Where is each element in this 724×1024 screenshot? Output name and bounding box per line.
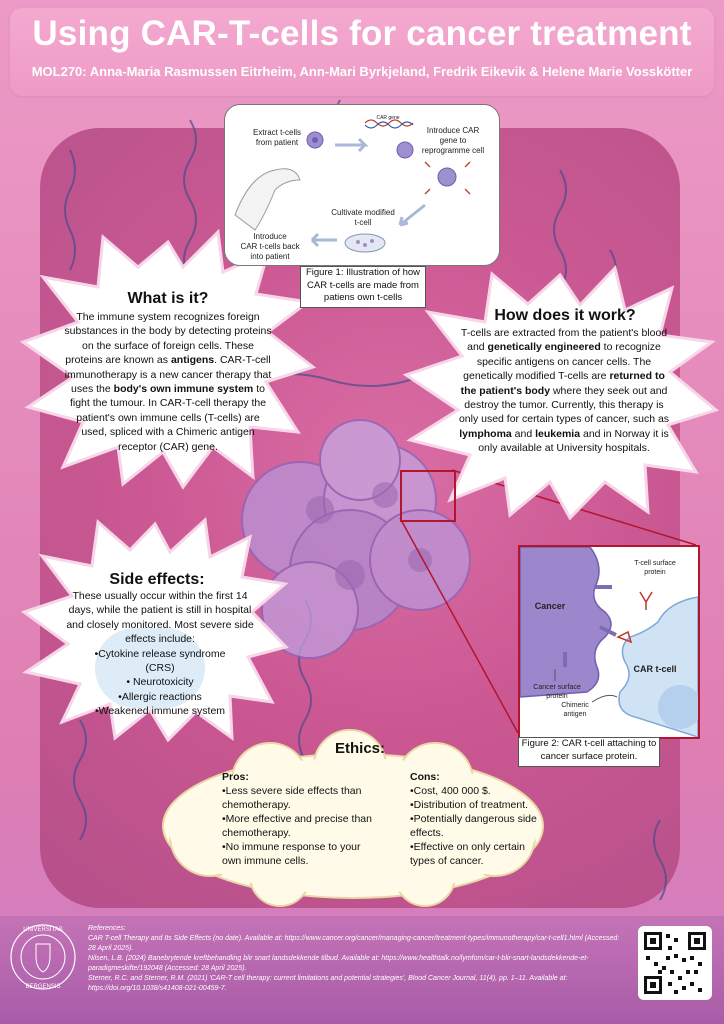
references-label: References: [88, 925, 126, 932]
fig1-extract-line: from patient [255, 138, 299, 147]
how-body: T-cells are extracted from the patient's blood and genetically engineered to recognize specific antigens on cancer cells. The genetically modified T-cells are returned to the patient's body where they seek out and destroy the tumor. Currently, this therapy is only used for certain types of cancer, such as lymphoma and leukemia and in Norway it is only available at University hospitals. [458, 327, 670, 455]
fig2-tcell-surface-line: protein [644, 569, 666, 576]
arm-icon [235, 169, 300, 230]
fig2-car-tcell-label: CAR t-cell [633, 664, 677, 674]
fig1-cultivate-line: Cultivate modified [331, 208, 395, 217]
pointer-line [592, 695, 617, 702]
reference-item: Nilsen, L.B. (2024) Banebrytende kreftbehandling blir snart landsdekkende tilbud. Available at: https://www.healthtalk.no/lymfom/car-t-blir-snart-landsdekkende-et-paradigmeskifte/192048 (Accessed: 28 April 2025). [88, 955, 589, 972]
t-cell-icon [307, 132, 323, 148]
chimeric-antigen-icon [618, 632, 631, 642]
side-effects-item: •Cytokine release syndrome [94, 647, 226, 660]
tumor-nucleus [306, 496, 334, 524]
ethics-pro-item: •No immune response to your own immune cells. [222, 841, 361, 867]
what-is-it-heading: What is it? [127, 290, 209, 307]
fig1-car-gene-label: CAR gene [376, 115, 400, 121]
fig1-introduce-car-line: reprogramme cell [421, 146, 485, 155]
fig1-extract-line: Extract t-cells [252, 128, 302, 137]
seal-text-top: UNIVERSITAS [23, 927, 63, 933]
figure-1 [224, 104, 500, 266]
fig2-cancer-label: Cancer [534, 601, 566, 611]
figure-2 [518, 545, 700, 739]
zoom-box [400, 470, 456, 522]
side-effects-item: •Weakened immune system [94, 705, 226, 718]
tumor-nucleus [372, 482, 398, 508]
fig1-introduce-car-line: gene to [439, 136, 467, 145]
fig2-chimeric-line: antigen [563, 711, 587, 718]
ethics-pro-item: •More effective and precise than chemotherapy. [222, 813, 372, 839]
what-is-it-body: The immune system recognizes foreign substances in the body by detecting proteins on the surface of foreign cells. These proteins are known as antigens. CAR-T-cell immunotherapy is a new cancer therapy that uses the body's own immune system to fight the tumour. In CAR-T-cell therapy the patient's own immune cells (T-cells) are used, spliced with a Chimeric antigen receptor (CAR) gene. [64, 311, 272, 453]
university-seal-logo [8, 922, 78, 1014]
qr-code-icon [638, 926, 712, 1000]
side-effects-item: •Allergic reactions [118, 690, 202, 703]
fig1-introduce-back-line: CAR t-cells back [240, 242, 300, 251]
fig1-introduce-car-line: Introduce CAR [426, 126, 480, 135]
side-effects-heading: Side effects: [109, 571, 205, 588]
ethics-heading: Ethics: [334, 740, 385, 757]
fig1-introduce-back-line: into patient [250, 252, 290, 261]
authors-line: MOL270: Anna-Maria Rasmussen Eitrheim, Ann-Mari Byrkjeland, Fredrik Eikevik & Helene Marie Vosskötter [31, 64, 693, 79]
fig2-cancer-surface-line: protein [546, 693, 568, 700]
ethics-cons-label: Cons: [410, 771, 440, 783]
arrow-left-icon [312, 234, 337, 246]
arrow-down-left-icon [400, 205, 425, 225]
figure-2-illustration [520, 547, 698, 737]
side-effects-item: (CRS) [145, 662, 175, 675]
fig2-cancer-surface-line: Cancer surface [533, 684, 581, 691]
reference-item: Sterner, R.C. and Sterner, R.M. (2021) 'CAR-T cell therapy: current limitations and potential strategies', Blood Cancer Journal, 11(4), pp. 1–11. Available at: https://doi.org/10.1038/s41408-021-00459-7. [88, 975, 568, 992]
side-effects-body [60, 589, 260, 719]
ethics-con-item: •Potentially dangerous side effects. [410, 813, 537, 839]
fig2-tcell-surface-line: T-cell surface [634, 560, 676, 567]
seal-text-bottom: BERGENSIS [25, 984, 61, 990]
figure-1-illustration [225, 105, 499, 265]
ethics-pros [222, 770, 372, 868]
figure-2-caption: Figure 2: CAR t-cell attaching to cancer surface protein. [518, 737, 660, 767]
fig1-cultivate-line: t-cell [354, 218, 372, 227]
ethics-pro-item: •Less severe side effects than chemotherapy. [222, 785, 362, 811]
how-heading: How does it work? [494, 307, 636, 324]
reference-item: CAR T-cell Therapy and Its Side Effects (no date). Available at: https://www.cancer.org/cancer/managing-cancer/treatment-types/immunotherapy/car-t-cell1.html (Accessed: 28 April 2025). [88, 935, 620, 952]
seal-shield-icon [36, 944, 50, 972]
ethics-con-item: •Effective on only certain types of cancer. [410, 841, 525, 867]
ethics-con-item: •Cost, 400 000 $. [410, 785, 491, 797]
tumor-nucleus [335, 560, 365, 590]
side-effects-item: • Neurotoxicity [126, 676, 194, 689]
ethics-cons [410, 770, 538, 868]
poster-title: Using CAR-T-cells for cancer treatment [32, 14, 692, 53]
fig1-introduce-back-line: Introduce [253, 232, 287, 241]
qr-code[interactable] [638, 926, 712, 1000]
references-text [88, 924, 628, 994]
cancer-cell-shape [520, 547, 611, 697]
petri-dish-icon [345, 234, 385, 252]
figure-1-caption: Figure 1: Illustration of how CAR t-cells are made from patiens own t-cells [300, 266, 426, 308]
t-cell-surface-protein-icon [640, 592, 652, 610]
vein-8 [654, 820, 666, 900]
fig2-chimeric-line: Chimeric [561, 702, 589, 709]
arrow-right-icon [335, 139, 365, 151]
ethics-con-item: •Distribution of treatment. [410, 799, 529, 811]
ethics-pros-label: Pros: [222, 771, 249, 783]
side-effects-intro: These usually occur within the first 14 days, while the patient is still in hospital and closely monitored. Most severe side effects include: [66, 590, 254, 646]
